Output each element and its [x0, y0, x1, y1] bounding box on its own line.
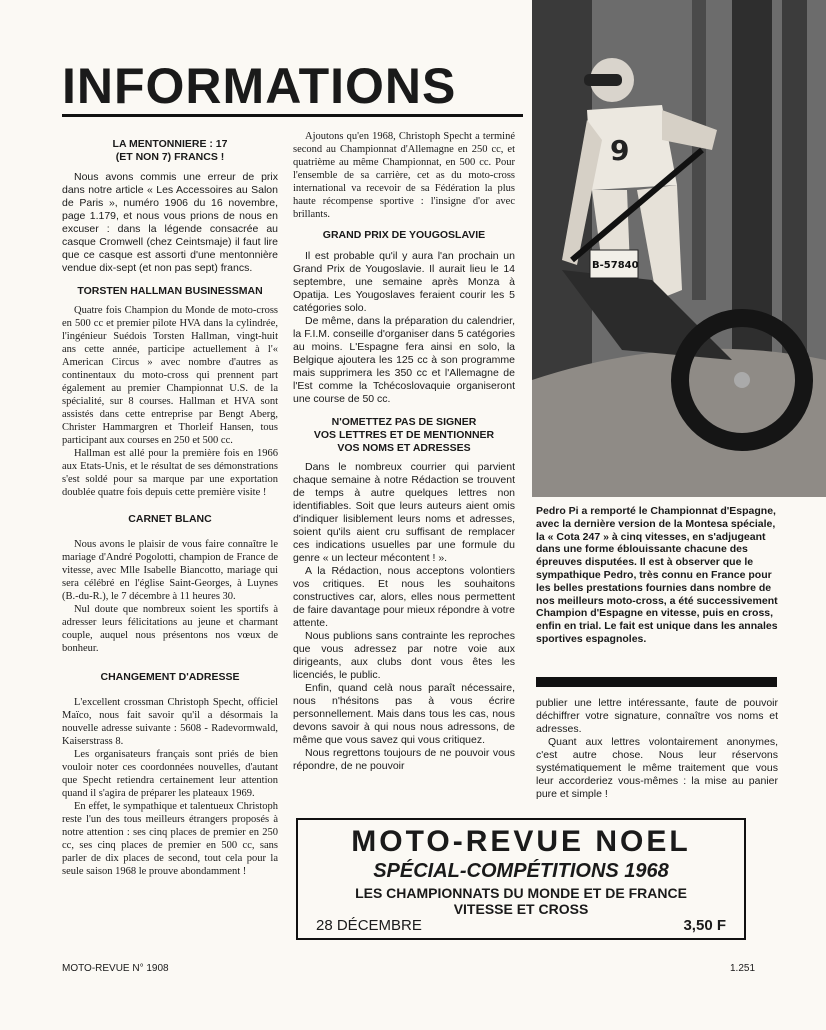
article-paragraph: Nul doute que nombreux soient les sportifs à adresser leurs félicitations au jeune et charmant couple, auquel nous présentons nos vœux de bonheur. [62, 604, 278, 654]
title-underline [62, 114, 523, 117]
footer-page-number: 1.251 [730, 963, 756, 974]
heading-hallman: TORSTEN HALLMAN BUSINESSMAN [77, 285, 263, 297]
article-paragraph: Les organisateurs français sont priés de bien vouloir noter ces coordonnées nouvelles, d'autant que Specht retiendra certainement leur attention quand il s'agira de préparer les plateaux 1969. [62, 749, 278, 799]
rider-illustration [532, 0, 826, 497]
article-paragraph: publier une lettre intéressante, faute de pouvoir déchiffrer votre signature, connaître vos noms et adresses. [536, 697, 778, 735]
ad-price: 3,50 F [683, 917, 726, 934]
heading-mentonniere: LA MENTONNIERE : 17 [112, 138, 228, 150]
page-title: INFORMATIONS [62, 58, 457, 114]
article-paragraph: Hallman est allé pour la première fois en 1966 aux Etats-Unis, et le résultat de ses démonstrations s'est soldé pour sa marque par une exportation doublée quatre fois depuis cette première visite ! [62, 448, 278, 498]
heading-signer-2: VOS LETTRES ET DE MENTIONNER [313, 429, 495, 441]
plate-text: B-57840 [592, 260, 639, 271]
article-paragraph: Quatre fois Champion du Monde de moto-cross en 500 cc et premier pilote HVA dans la cylindrée, l'ingénieur Suédois Torsten Hallman, vingt-huit ans cette année, participe actuellement à l'« American Circus » avec nombre d'autres as continentaux du moto-cross qui prennent part également au premier Championnat U.S. de la spécialité, sur 8 courses. Hallman et HVA sont assistés dans cette entreprise par Bengt Aberg, Christer Hammargren et Thorleif Hansen, tous participant aux courses en 250 et 500 cc. [62, 305, 278, 446]
heading-signer-1: N'OMETTEZ PAS DE SIGNER [331, 416, 477, 428]
svg-text:9: 9 [610, 134, 630, 167]
footer-issue: MOTO-REVUE N° 1908 [62, 963, 169, 974]
motocross-photo [532, 0, 826, 497]
article-paragraph: Nous publions sans contrainte les reproches que vous adressez par notre voie aux dirigeants, aux clubs dont vous êtes les licenciés, le public. [293, 630, 515, 681]
moto-revue-noel-ad [296, 818, 746, 940]
ad-title: MOTO-REVUE NOEL [351, 825, 691, 858]
article-paragraph: Nous avons commis une erreur de prix dans notre article « Les Accessoires au Salon de Paris », numéro 1906 du 16 novembre, page 1.179, et nous vous prions de nous en excuser : dans la légende consacrée au casque Cromwell (chez Ceintsmaje) il faut lire que ce casque est assorti d'une mentonnière vendue dix-sept (et non pas sept) francs. [62, 171, 278, 274]
heading-mentonniere-2: (ET NON 7) FRANCS ! [115, 151, 225, 163]
column-2 [293, 130, 515, 773]
ad-line-1: LES CHAMPIONNATS DU MONDE ET DE FRANCE [355, 885, 687, 901]
article-paragraph: Ajoutons qu'en 1968, Christoph Specht a terminé second au Championnat d'Allemagne en 250 cc, et quatrième au même Championnat, en 500 cc. Pour l'ensemble de sa carrière, cet as du moto-cross international va recevoir de sa Fédération la plus haute récompense sportive : l'insigne d'or avec brillants. [293, 131, 515, 220]
article-paragraph: Dans le nombreux courrier qui parvient chaque semaine à notre Rédaction se trouvent de temps à autre quelques lettres non identifiables. Soit que leurs auteurs aient omis d'indiquer lisiblement leurs noms et adresses, soient qu'ils aient cru suffisant de remplacer ces indications usuelles par une formule du genre « un lecteur mécontent ! ». [293, 461, 515, 564]
heading-grand-prix: GRAND PRIX DE YOUGOSLAVIE [322, 229, 486, 241]
article-paragraph: Il est probable qu'il y aura l'an prochain un Grand Prix de Yougoslavie. Il aurait lieu le 14 septembre, une semaine après Monza à Opatija. Les Yougoslaves feraient courir les 5 catégories solo. [293, 250, 515, 314]
column-1 [62, 138, 278, 878]
heading-signer-3: VOS NOMS ET ADRESSES [337, 442, 471, 454]
ad-date: 28 DÉCEMBRE [316, 917, 422, 934]
article-paragraph: Nous regrettons toujours de ne pouvoir vous répondre, de ne pouvoir [293, 747, 515, 772]
black-divider [536, 677, 777, 687]
article-paragraph: Nous avons le plaisir de vous faire connaître le mariage d'André Pogolotti, champion de France de vitesse, avec Mlle Isabelle Biancotto, mariage qui sera célébré en l'église Saint-Georges, à Luynes (B.-du-R.), le 7 décembre à 11 heures 30. [62, 539, 278, 602]
article-paragraph: L'excellent crossman Christoph Specht, officiel Maïco, nous fait savoir qu'il a désormais la nouvelle adresse suivante : 5608 - Radevormwald, Kaiserstrass 8. [62, 697, 278, 747]
article-paragraph: Quant aux lettres volontairement anonymes, c'est autre chose. Nous leur réservons systématiquement le même traitement que vous leur accorderiez vous-mêmes : la mise au panier pure et simple ! [536, 736, 778, 800]
heading-changement-adresse: CHANGEMENT D'ADRESSE [100, 671, 240, 683]
column-3 [536, 697, 778, 801]
article-paragraph: Enfin, quand celà nous paraît nécessaire, nous n'hésitons pas à vous écrire personnellement. Mais dans tous les cas, nous devons savoir à qui nous nous adressons, de même que vous savez qui vous critiquez. [293, 682, 515, 746]
ad-line-2: VITESSE ET CROSS [453, 901, 589, 917]
article-paragraph: A la Rédaction, nous acceptons volontiers vos critiques. Et nous les souhaitons constructives car, alors, elles nous permettent de faire davantage pour mieux répondre à votre attente. [293, 565, 515, 629]
article-paragraph: De même, dans la préparation du calendrier, la F.I.M. conseille d'organiser dans 5 catégories au moins. L'Espagne fera ainsi en solo, la Belgique ajoutera les 125 cc à son programme mais supprimera les 350 cc et l'Allemagne de l'Est comme la Tchécoslovaquie organiseront une course de 50 cc. [293, 315, 515, 405]
heading-carnet-blanc: CARNET BLANC [128, 513, 212, 525]
article-paragraph: En effet, le sympathique et talentueux Christoph reste l'un des tous meilleurs étrangers proposés à notre attention : ses cinq places de premier en 250 cc, ses cinq places de premier en 500 cc, sans parler de dix places de second, tout cela pour la seule saison 1968 le prouve abondamment ! [62, 801, 278, 877]
ad-subtitle: SPÉCIAL-COMPÉTITIONS 1968 [373, 860, 669, 882]
photo-caption: Pedro Pi a remporté le Championnat d'Espagne, avec la dernière version de la Montesa spéciale, la « Cota 247 » à cinq vitesses, en s'adjugeant dans une forme éblouissante chacune des épreuves disputées. Il est à observer que le sympathique Pedro, très connu en France pour les belles prestations fournies dans nombre de nos meilleurs moto-cross, a été successivement Champion d'Espagne en vitesse, puis en cross, enfin en trial. Le fait est unique dans les annales sportives espagnoles. [536, 505, 778, 645]
